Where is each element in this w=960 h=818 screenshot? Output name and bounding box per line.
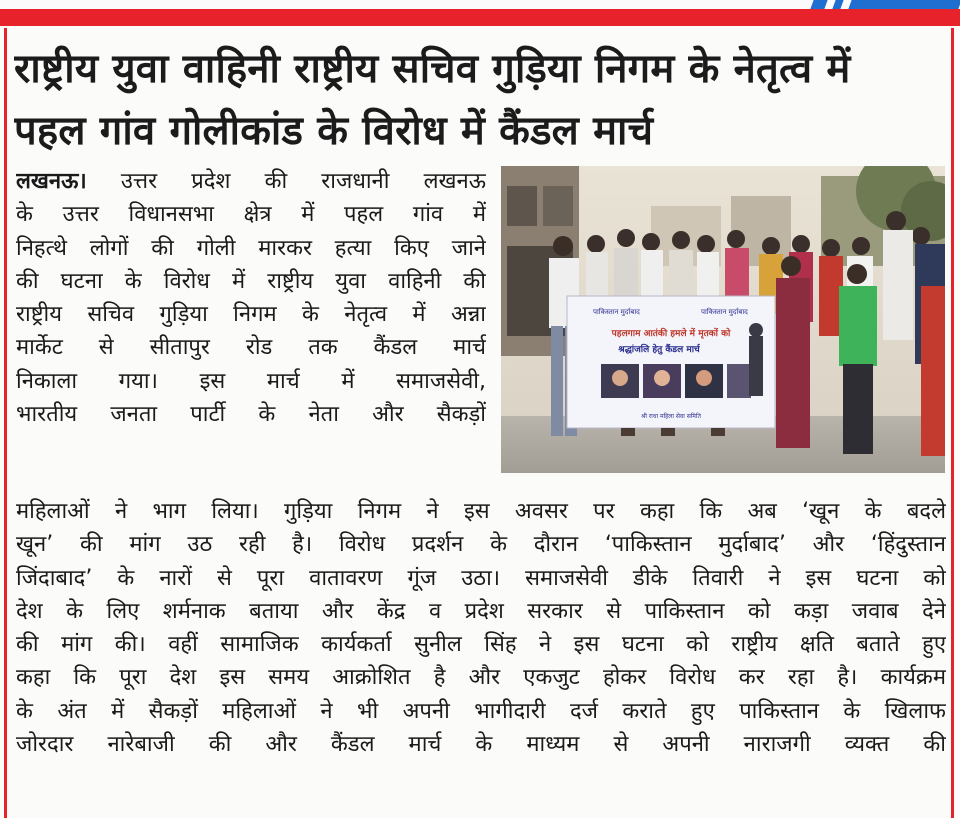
banner-line-1: पहलगाम आतंकी हमले में मृतकों को bbox=[611, 329, 731, 339]
article-line: निकाला गया। इस मार्च में समाजसेवी, bbox=[16, 368, 486, 394]
headline-line-2: पहल गांव गोलीकांड के विरोध में कैंडल मार्च bbox=[14, 108, 654, 154]
article-line: भारतीय जनता पार्टी के नेता और सैकड़ों bbox=[16, 402, 486, 428]
banner-footer: श्री राधा महिला सेवा समिति bbox=[641, 413, 701, 420]
article-line: देश के लिए शर्मनाक बताया और केंद्र व प्रदेश सरकार से पाकिस्तान को कड़ा जवाब देने bbox=[16, 598, 946, 624]
candle-march-photo bbox=[501, 166, 945, 473]
article-line: के अंत में सैकड़ों महिलाओं ने भी अपनी भागीदारी दर्ज कराते हुए पाकिस्तान के खिलाफ bbox=[16, 698, 946, 724]
article-line: जिंदाबाद’ के नारों से पूरा वातावरण गूंज उठा। समाजसेवी डीके तिवारी ने इस घटना को bbox=[16, 565, 946, 591]
article-left-column bbox=[16, 165, 486, 431]
dateline: लखनऊ। bbox=[16, 169, 87, 194]
article-line: कहा कि पूरा देश इस समय आक्रोशित है और एकजुट होकर विरोध कर रहा है। कार्यक्रम bbox=[16, 665, 946, 691]
headline bbox=[14, 38, 949, 162]
banner-photo-strip bbox=[601, 364, 751, 398]
article-line: की मांग की। वहीं सामाजिक कार्यकर्ता सुनील सिंह ने इस घटना को राष्ट्रीय क्षति बताते हुए bbox=[16, 632, 946, 658]
headline-line-1: राष्ट्रीय युवा वाहिनी राष्ट्रीय सचिव गुड़िया निगम के नेतृत्व में bbox=[14, 46, 851, 92]
article-line: की घटना के विरोध में राष्ट्रीय युवा वाहिनी की bbox=[16, 268, 486, 294]
article-line: के उत्तर विधानसभा क्षेत्र में पहल गांव में bbox=[16, 202, 486, 228]
article-line-text: उत्तर प्रदेश की राजधानी लखनऊ bbox=[120, 169, 486, 194]
article-line bbox=[16, 165, 486, 198]
article-line: जोरदार नारेबाजी की और कैंडल मार्च के माध्यम से अपनी नाराजगी व्यक्त की bbox=[16, 732, 946, 758]
article-line: निहत्थे लोगों की गोली मारकर हत्या किए जाने bbox=[16, 235, 486, 261]
banner-tag-left: पाकिस्तान मुर्दाबाद bbox=[593, 308, 640, 316]
article-full-width bbox=[16, 495, 946, 761]
article-line: राष्ट्रीय सचिव गुड़िया निगम के नेतृत्व में अन्ना bbox=[16, 302, 486, 328]
red-header-bar bbox=[0, 9, 960, 26]
banner-tag-right: पाकिस्तान मुर्दाबाद bbox=[701, 308, 748, 316]
article-line: महिलाओं ने भाग लिया। गुड़िया निगम ने इस अवसर पर कहा कि अब ‘खून के बदले bbox=[16, 499, 946, 524]
banner-line-2: श्रद्धांजलि हेतु कैंडल मार्च bbox=[618, 345, 700, 355]
news-photo bbox=[501, 166, 945, 473]
blue-stripe-decoration bbox=[792, 0, 960, 9]
article-line: खून’ की मांग उठ रही है। विरोध प्रदर्शन के दौरान ‘पाकिस्तान मुर्दाबाद’ और ‘हिंदुस्तान bbox=[16, 532, 946, 558]
article-line: मार्केट से सीतापुर रोड तक कैंडल मार्च bbox=[16, 335, 486, 361]
